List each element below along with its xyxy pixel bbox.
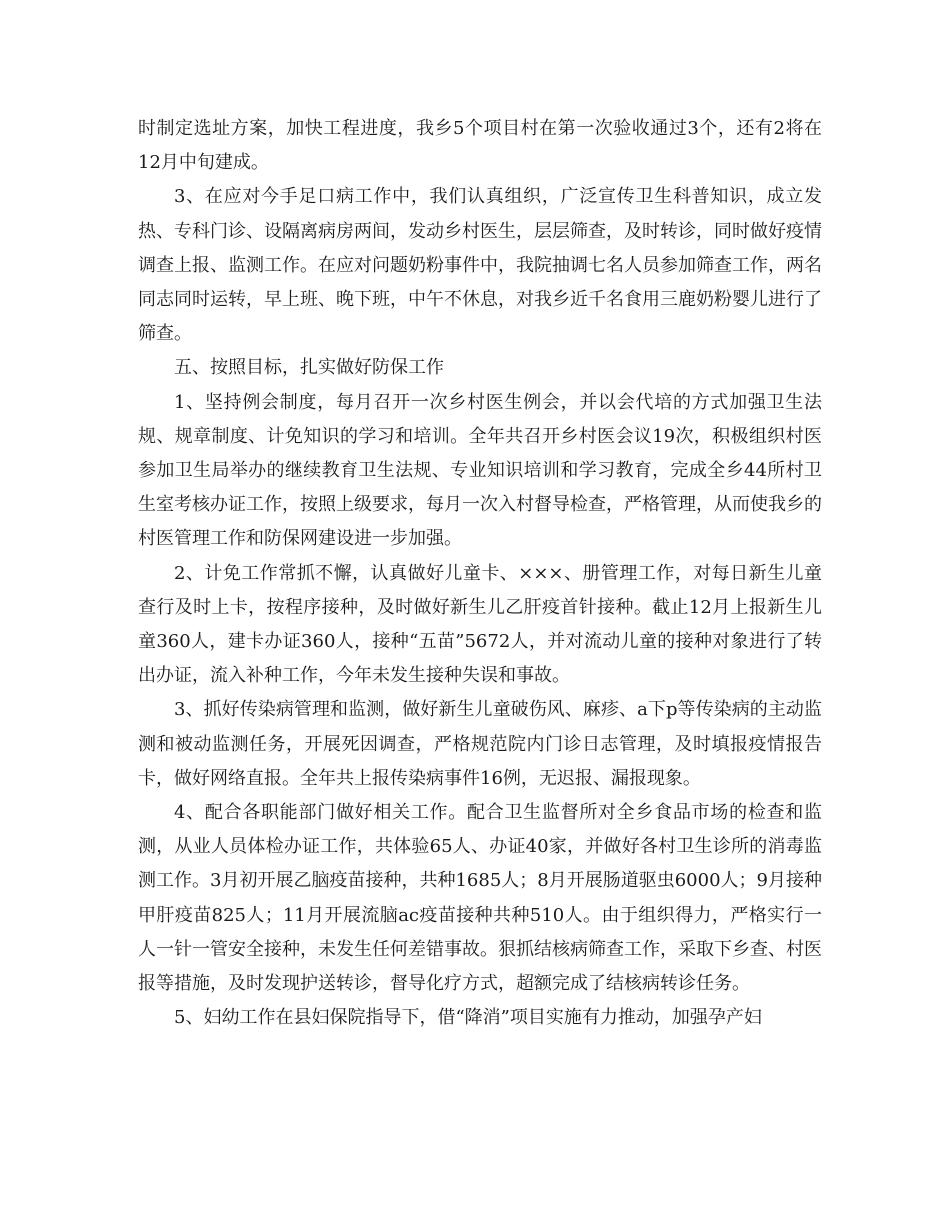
paragraph-continuation: 时制定选址方案，加快工程进度，我乡5个项目村在第一次验收通过3个，还有2将在12月中旬建成。 (138, 118, 822, 174)
paragraph-immunization: 2、计免工作常抓不懈，认真做好儿童卡、×××、册管理工作，对每日新生儿童查行及时上卡，按程序接种，及时做好新生儿乙肝疫首针接种。截止12月上报新生儿童360人，建卡办证360人，接种“五苗”5672人，并对流动儿童的接种对象进行了转出办证，流入补种工作，今年未发生接种失误和事故。 (138, 562, 822, 687)
paragraph-regular-meetings: 1、坚持例会制度，每月召开一次乡村医生例会，并以会代培的方式加强卫生法规、规章制度、计免知识的学习和培训。全年共召开乡村医会议19次，积极组织村医参加卫生局举办的继续教育卫生法规、专业知识培训和学习教育，完成全乡44所村卫生室考核办证工作，按照上级要求，每月一次入村督导检查，严格管理，从而使我乡的村医管理工作和防保网建设进一步加强。 (138, 391, 822, 550)
section-heading-prevention: 五、按照目标，扎实做好防保工作 (174, 357, 444, 379)
paragraph-hfmd-response: 3、在应对今手足口病工作中，我们认真组织，广泛宣传卫生科普知识，成立发热、专科门诊、设隔离病房两间，发动乡村医生，层层筛查，及时转诊，同时做好疫情调查上报、监测工作。在应对问题奶粉事件中，我院抽调七名人员参加筛查工作，两名同志同时运转，早上班、晚下班，中午不休息，对我乡近千名食用三鹿奶粉婴儿进行了筛查。 (138, 186, 822, 345)
paragraph-infectious-disease: 3、抓好传染病管理和监测，做好新生儿童破伤风、麻疹、a下p等传染病的主动监测和被动监测任务，开展死因调查，严格规范院内门诊日志管理，及时填报疫情报告卡，做好网络直报。全年共上报传染病事件16例，无迟报、漏报现象。 (138, 699, 822, 789)
paragraph-maternal-child: 5、妇幼工作在县妇保院指导下，借“降消”项目实施有力推动，加强孕产妇 (174, 1007, 762, 1029)
document-body (138, 112, 822, 1035)
paragraph-coordination: 4、配合各职能部门做好相关工作。配合卫生监督所对全乡食品市场的检查和监测，从业人员体检办证工作，共体验65人、办证40家，并做好各村卫生诊所的消毒监测工作。3月初开展乙脑疫苗接种，共种1685人；8月开展肠道驱虫6000人；9月接种甲肝疫苗825人；11月开展流脑ac疫苗接种共种510人。由于组织得力，严格实行一人一针一管安全接种，未发生任何差错事故。狠抓结核病筛查工作，采取下乡查、村医报等措施，及时发现护送转诊，督导化疗方式，超额完成了结核病转诊任务。 (138, 802, 822, 995)
